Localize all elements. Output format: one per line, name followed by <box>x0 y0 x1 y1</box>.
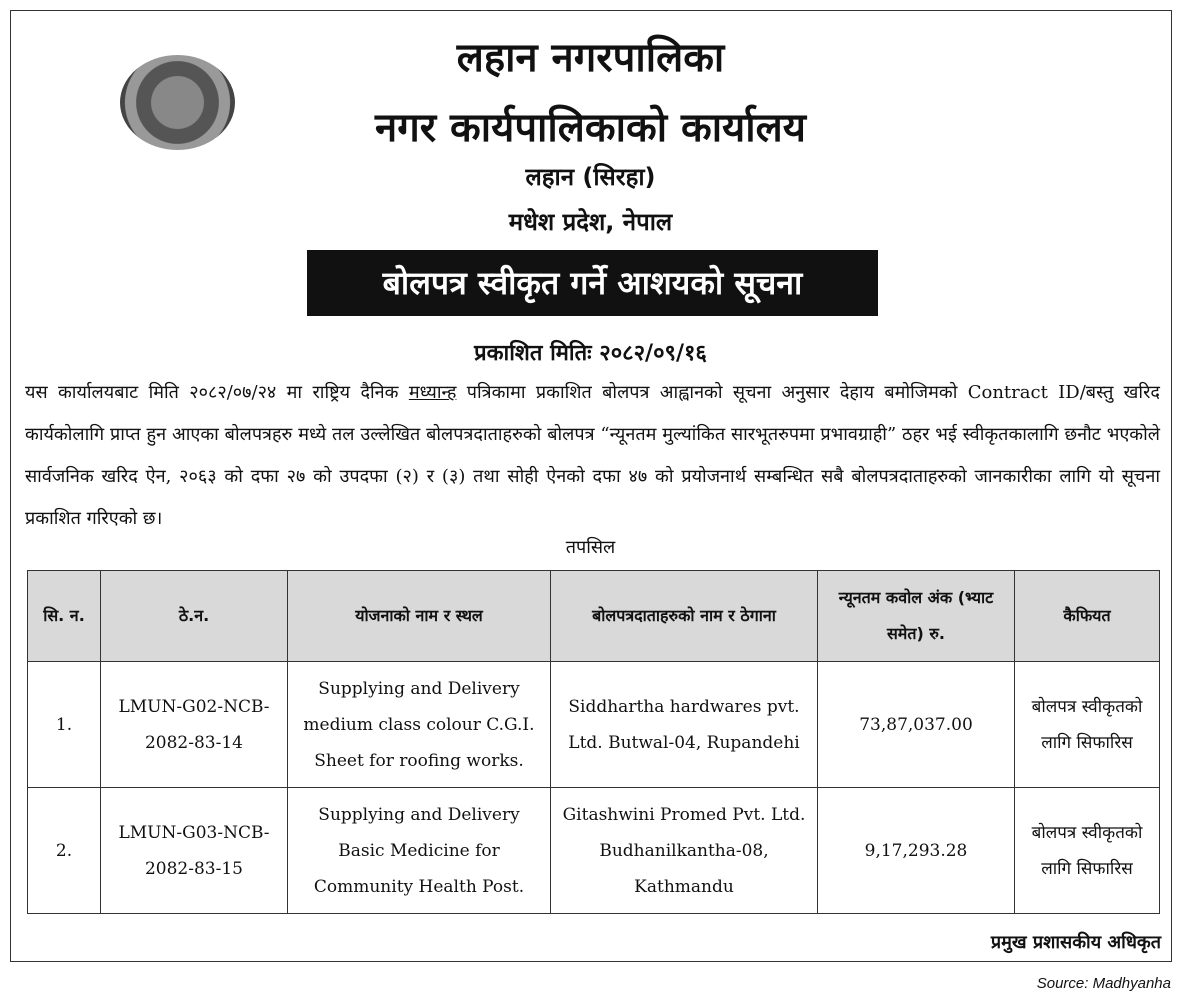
notice-title: बोलपत्र स्वीकृत गर्ने आशयको सूचना <box>307 250 878 316</box>
body-text: यस कार्यालयबाट मिति २०८२/०७/२४ मा राष्ट्रिय दैनिक <box>25 382 409 403</box>
office-name: नगर कार्यपालिकाको कार्यालय <box>375 105 806 151</box>
col-remarks: कैफियत <box>1015 571 1160 662</box>
municipality-name: लहान नगरपालिका <box>456 35 725 81</box>
col-sn: सि. न. <box>28 571 101 662</box>
table-row <box>28 662 1160 788</box>
newspaper-name: मध्यान्ह <box>408 382 457 403</box>
cell-amount: 73,87,037.00 <box>818 662 1015 788</box>
cell-amount: 9,17,293.28 <box>818 788 1015 914</box>
cell-bidder: Gitashwini Promed Pvt. Ltd. Budhanilkantha-08, Kathmandu <box>551 788 818 914</box>
cell-remarks: बोलपत्र स्वीकृतको लागि सिफारिस <box>1015 662 1160 788</box>
location: लहान (सिरहा) <box>525 163 656 191</box>
table-title: तपसिल <box>565 537 616 558</box>
province: मधेश प्रदेश, नेपाल <box>508 208 673 236</box>
signatory: प्रमुख प्रशासकीय अधिकृत <box>990 932 1161 953</box>
cell-contract: LMUN-G02-NCB-2082-83-14 <box>101 662 288 788</box>
table-row <box>28 788 1160 914</box>
cell-remarks: बोलपत्र स्वीकृतको लागि सिफारिस <box>1015 788 1160 914</box>
published-date: प्रकाशित मितिः २०८२/०९/१६ <box>474 341 707 366</box>
bid-table <box>27 570 1160 914</box>
source-credit: Source: Madhyanha <box>1036 975 1171 992</box>
col-bidder: बोलपत्रदाताहरुको नाम र ठेगाना <box>551 571 818 662</box>
notice-body <box>25 372 1160 540</box>
table-header-row <box>28 571 1160 662</box>
cell-project: Supplying and Delivery medium class colour C.G.I. Sheet for roofing works. <box>288 662 551 788</box>
col-contract: ठे.न. <box>101 571 288 662</box>
col-amount: न्यूनतम कवोल अंक (भ्याट समेत) रु. <box>818 571 1015 662</box>
col-project: योजनाको नाम र स्थल <box>288 571 551 662</box>
cell-bidder: Siddhartha hardwares pvt. Ltd. Butwal-04, Rupandehi <box>551 662 818 788</box>
cell-contract: LMUN-G03-NCB-2082-83-15 <box>101 788 288 914</box>
cell-sn: 1. <box>28 662 101 788</box>
body-text: पत्रिकामा प्रकाशित बोलपत्र आह्वानको सूचना अनुसार देहाय बमोजिमको Contract ID/बस्तु खरिद कार्यकोलागि प्राप्त हुन आएका बोलपत्रहरु मध्ये तल उल्लेखित बोलपत्रदाताहरुको बोलपत्र “न्यूनतम मुल्यांकित सारभूतरुपमा प्रभावग्राही” ठहर भई स्वीकृतकालागि छनौट भएकोले सार्वजनिक खरिद ऐन, २०६३ को दफा २७ को उपदफा (२) र (३) तथा सोही ऐनको दफा ४७ को प्रयोजनार्थ सम्बन्धित सबै बोलपत्रदाताहरुको जानकारीका लागि यो सूचना प्रकाशित गरिएको छ। <box>25 382 1160 529</box>
cell-project: Supplying and Delivery Basic Medicine for Community Health Post. <box>288 788 551 914</box>
cell-sn: 2. <box>28 788 101 914</box>
